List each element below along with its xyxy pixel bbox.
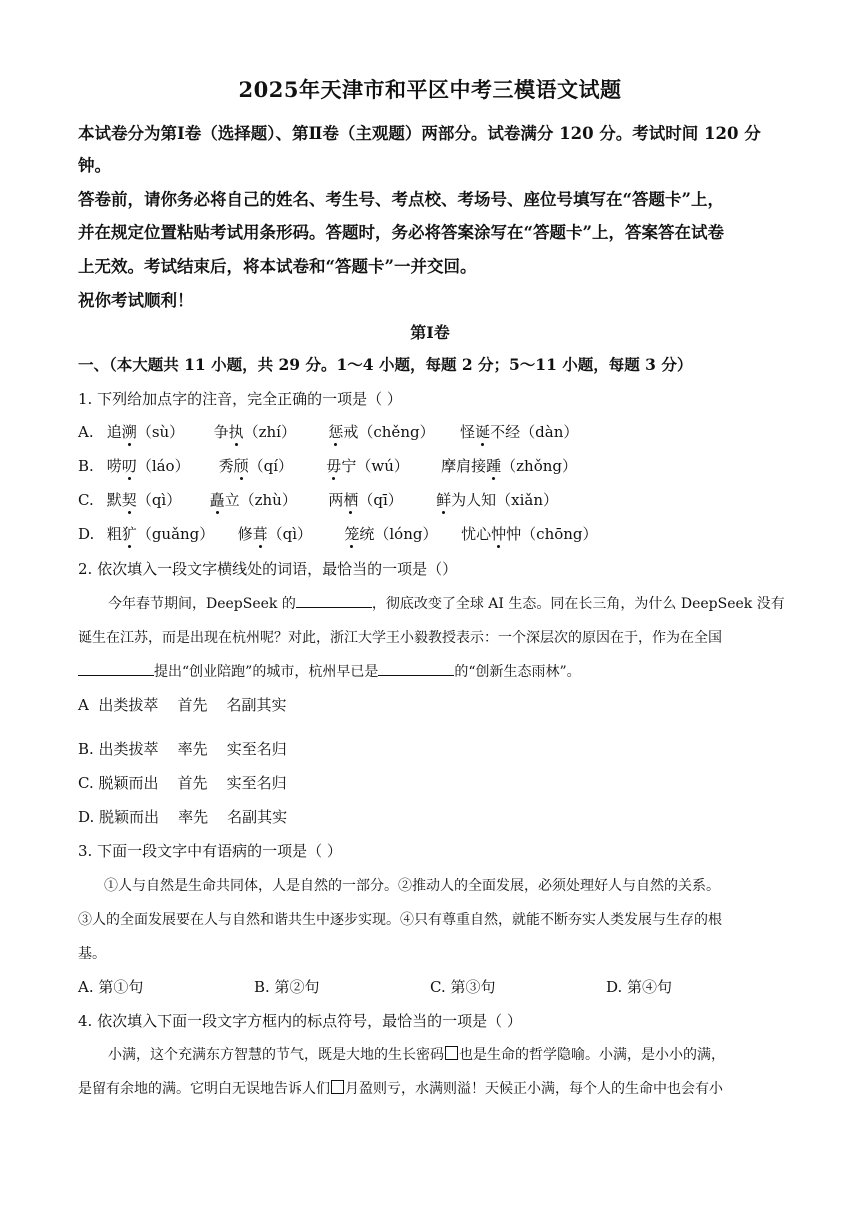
q1-option-b: B. 唠叨（láo） 秀颀（qí） 毋宁（wú） 摩肩接踵（zhǒng） [78, 457, 578, 475]
blank-line [378, 661, 454, 676]
intro-line: 并在规定位置粘贴考试用条形码。答题时，务必将答案涂写在“答题卡”上，答案答在试卷 [78, 223, 724, 242]
intro-line: 本试卷分为第Ⅰ卷（选择题）、第Ⅱ卷（主观题）两部分。试卷满分 120 分。考试时间 120 分 [78, 124, 761, 143]
q3-option-d: D. 第④句 [606, 978, 673, 996]
q2-option-d: D. 脱颖而出 率先 名副其实 [78, 808, 288, 826]
q3-passage-line: ③人的全面发展要在人与自然和谐共生中逐步实现。④只有尊重自然，就能不断夯实人类发展与生存的根 [78, 912, 722, 928]
page-title: 2025年天津市和平区中考三模语文试题 [238, 77, 622, 102]
punctuation-box [445, 1046, 458, 1060]
intro-line: 上无效。考试结束后，将本试卷和“答题卡”一并交回。 [78, 257, 477, 276]
q4-passage-line: 小满，这个充满东方智慧的节气，既是大地的生长密码 也是生命的哲学隐喻。小满，是小小的满， [108, 1047, 725, 1063]
q2-option-c: C. 脱颖而出 首先 实至名归 [78, 774, 287, 792]
q3-option-b: B. 第②句 [254, 978, 320, 996]
section-title: 第Ⅰ卷 [410, 323, 450, 342]
q2-stem: 2. 依次填入一段文字横线处的词语，最恰当的一项是（） [78, 560, 458, 578]
q3-option-a: A. 第①句 [78, 978, 144, 996]
q2-passage-line: 今年春节期间，DeepSeek 的 ，彻底改变了全球 AI 生态。同在长三角，为什么 DeepSeek 没有 [108, 593, 785, 613]
q2-passage-line: 诞生在江苏，而是出现在杭州呢？对此，浙江大学王小毅教授表示：一个深层次的原因在于，作为在全国 [78, 630, 722, 646]
q3-stem: 3. 下面一段文字中有语病的一项是（ ） [78, 842, 342, 860]
intro-line: 祝你考试顺利！ [78, 291, 194, 310]
q2-option-b: B. 出类拔萃 率先 实至名归 [78, 740, 287, 758]
q2-option-a: A 出类拔萃 首先 名副其实 [78, 696, 287, 714]
q3-passage-line: ①人与自然是生命共同体，人是自然的一部分。②推动人的全面发展，必须处理好人与自然的关系。 [104, 878, 720, 894]
q3-option-c: C. 第③句 [430, 978, 496, 996]
part-header: 一、（本大题共 11 小题，共 29 分。1～4 小题，每题 2 分；5～11 小题，每题 3 分） [78, 355, 693, 374]
blank-line [78, 661, 154, 676]
q1-option-a: A. 追溯（sù） 争执（zhí） 惩戒（chěng） 怪诞不经（dàn） [78, 423, 579, 441]
intro-line: 钟。 [78, 156, 111, 175]
q1-option-c: C. 默契（qì） 矗立（zhù） 两栖（qī） 鲜为人知（xiǎn） [78, 491, 559, 509]
punctuation-box [331, 1080, 344, 1094]
q4-passage-line: 是留有余地的满。它明白无误地告诉人们 月盈则亏，水满则溢！天候正小满，每个人的生命中也会有小 [78, 1081, 723, 1097]
q1-option-d: D. 粗犷（guǎng） 修葺（qì） 笼统（lóng） 忧心忡忡（chōng） [78, 525, 598, 543]
q2-passage-line: 提出“创业陪跑”的城市，杭州早已是 的“创新生态雨林”。 [78, 661, 581, 681]
blank-line [296, 593, 372, 608]
intro-line: 答卷前，请你务必将自己的姓名、考生号、考点校、考场号、座位号填写在“答题卡”上， [78, 190, 724, 209]
q3-passage-line: 基。 [78, 946, 106, 962]
q4-stem: 4. 依次填入下面一段文字方框内的标点符号，最恰当的一项是（ ） [78, 1012, 522, 1030]
q1-stem: 1. 下列给加点字的注音，完全正确的一项是（ ） [78, 390, 402, 408]
